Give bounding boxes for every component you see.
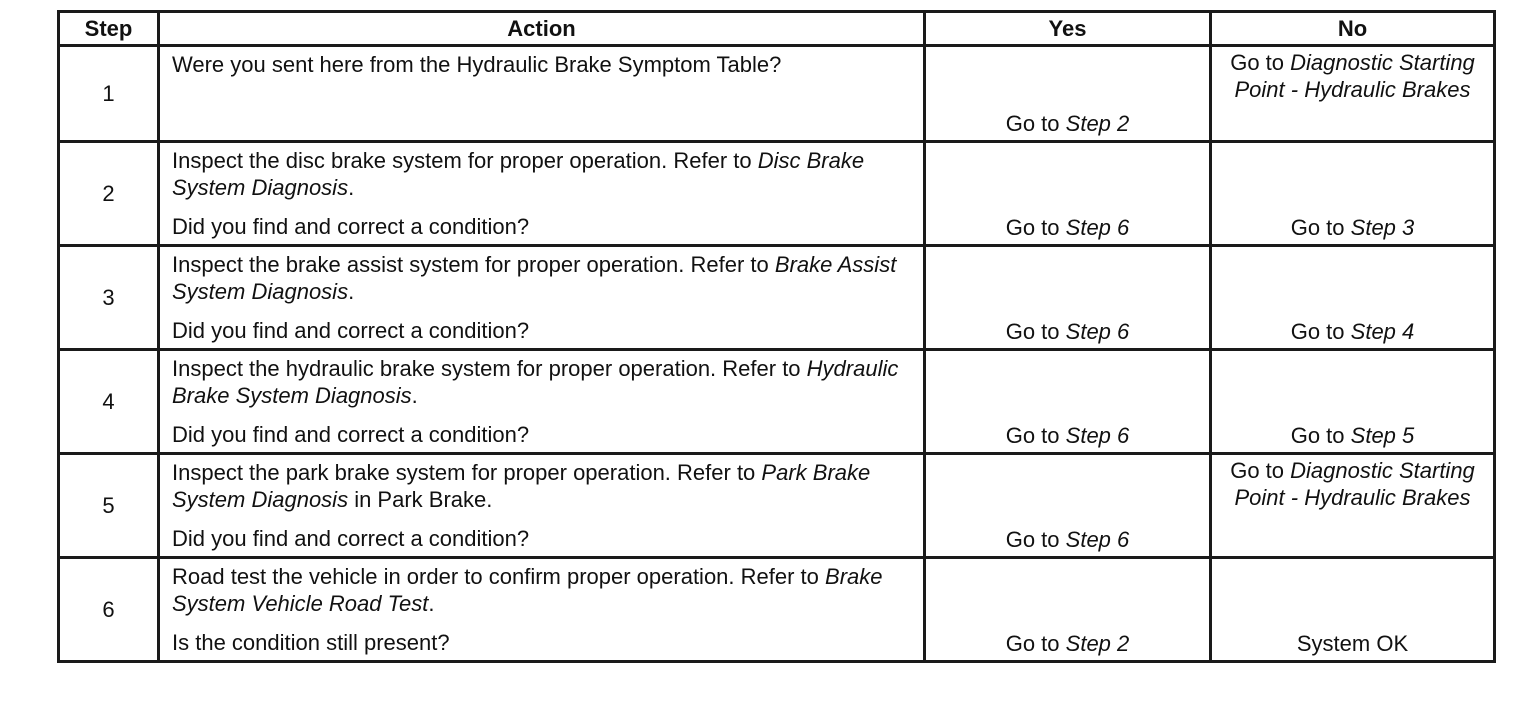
action-instruction <box>172 355 913 409</box>
action-text: Inspect the hydraulic brake system for proper operation. Refer to <box>172 356 801 381</box>
no-prefix: Go to <box>1230 50 1285 75</box>
yes-step-link[interactable]: Step 6 <box>1065 215 1130 240</box>
action-question: Is the condition still present? <box>172 630 450 655</box>
no-step-link[interactable]: Diagnostic Starting Point - Hydraulic Brakes <box>1234 50 1475 102</box>
action-text: Inspect the brake assist system for proper operation. Refer to <box>172 252 769 277</box>
header-step: Step <box>59 12 159 46</box>
action-instruction <box>172 563 913 617</box>
action-instruction <box>172 459 913 513</box>
table-row <box>59 142 1495 246</box>
table-row <box>59 454 1495 558</box>
no-step-link[interactable]: Step 3 <box>1350 215 1415 240</box>
yes-cell <box>925 142 1211 246</box>
table-row <box>59 46 1495 142</box>
header-action: Action <box>159 12 925 46</box>
no-prefix: Go to <box>1290 215 1345 240</box>
no-prefix: Go to <box>1290 423 1345 448</box>
yes-prefix: Go to <box>1005 527 1060 552</box>
action-cell <box>159 246 925 350</box>
action-question: Did you find and correct a condition? <box>172 526 530 551</box>
yes-prefix: Go to <box>1005 215 1060 240</box>
action-reference-link[interactable]: Brake System Vehicle Road Test <box>172 564 883 616</box>
action-question: Did you find and correct a condition? <box>172 214 530 239</box>
no-prefix: Go to <box>1290 319 1345 344</box>
table-row <box>59 246 1495 350</box>
step-number: 6 <box>59 558 159 662</box>
no-cell <box>1211 246 1495 350</box>
step-number: 5 <box>59 454 159 558</box>
yes-step-link[interactable]: Step 2 <box>1065 631 1130 656</box>
header-no: No <box>1211 12 1495 46</box>
yes-step-link[interactable]: Step 6 <box>1065 423 1130 448</box>
action-after-text: . <box>348 175 355 200</box>
action-after-text: . <box>411 383 418 408</box>
action-cell <box>159 558 925 662</box>
action-cell <box>159 350 925 454</box>
table-row <box>59 350 1495 454</box>
yes-prefix: Go to <box>1005 631 1060 656</box>
action-reference-link[interactable]: Disc Brake System Diagnosis <box>172 148 865 200</box>
no-step-link[interactable]: Diagnostic Starting Point - Hydraulic Brakes <box>1234 458 1475 510</box>
no-cell <box>1211 454 1495 558</box>
step-number: 4 <box>59 350 159 454</box>
no-prefix: Go to <box>1230 458 1285 483</box>
step-number: 1 <box>59 46 159 142</box>
no-result-text: System OK <box>1296 631 1409 656</box>
header-yes: Yes <box>925 12 1211 46</box>
no-step-link[interactable]: Step 5 <box>1350 423 1415 448</box>
no-cell <box>1211 46 1495 142</box>
action-cell <box>159 454 925 558</box>
action-text: Were you sent here from the Hydraulic Brake Symptom Table? <box>172 52 782 77</box>
action-question: Did you find and correct a condition? <box>172 422 530 447</box>
action-reference-link[interactable]: Brake Assist System Diagnosis <box>172 252 897 304</box>
table-row <box>59 558 1495 662</box>
yes-step-link[interactable]: Step 6 <box>1065 527 1130 552</box>
action-after-text: in Park Brake. <box>348 487 493 512</box>
no-cell <box>1211 142 1495 246</box>
action-cell <box>159 46 925 142</box>
yes-cell <box>925 558 1211 662</box>
no-cell <box>1211 558 1495 662</box>
action-instruction <box>172 251 913 305</box>
no-cell <box>1211 350 1495 454</box>
action-reference-link[interactable]: Hydraulic Brake System Diagnosis <box>172 356 899 408</box>
action-text: Inspect the disc brake system for proper operation. Refer to <box>172 148 752 173</box>
action-question: Did you find and correct a condition? <box>172 318 530 343</box>
action-cell <box>159 142 925 246</box>
table-header-row <box>59 12 1495 46</box>
yes-step-link[interactable]: Step 2 <box>1065 111 1130 136</box>
step-number: 3 <box>59 246 159 350</box>
yes-cell <box>925 246 1211 350</box>
action-instruction <box>172 147 913 201</box>
yes-cell <box>925 350 1211 454</box>
yes-prefix: Go to <box>1005 423 1060 448</box>
action-after-text: . <box>348 279 355 304</box>
yes-cell <box>925 46 1211 142</box>
action-reference-link[interactable]: Park Brake System Diagnosis <box>172 460 871 512</box>
yes-prefix: Go to <box>1005 319 1060 344</box>
yes-step-link[interactable]: Step 6 <box>1065 319 1130 344</box>
yes-cell <box>925 454 1211 558</box>
action-after-text: . <box>428 591 435 616</box>
yes-prefix: Go to <box>1005 111 1060 136</box>
diagnostic-table <box>57 10 1496 663</box>
action-text: Road test the vehicle in order to confirm proper operation. Refer to <box>172 564 819 589</box>
step-number: 2 <box>59 142 159 246</box>
action-text: Inspect the park brake system for proper operation. Refer to <box>172 460 756 485</box>
no-step-link[interactable]: Step 4 <box>1350 319 1415 344</box>
